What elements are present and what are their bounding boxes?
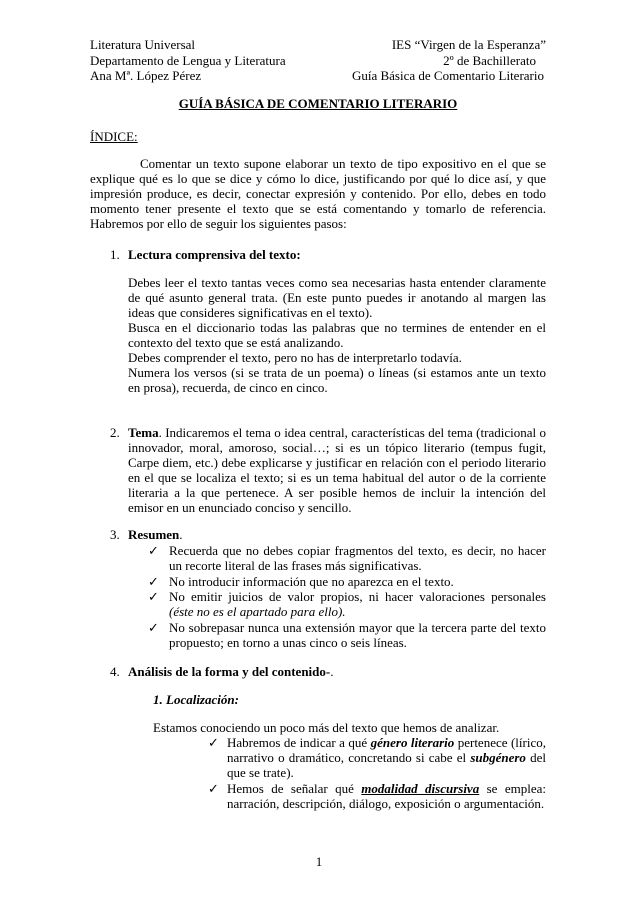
section-2-text: . Indicaremos el tema o idea central, características del tema (tradicional o innovador, moral, amoroso, social…; si es un tópico literario (tempus fugit, Carpe diem, etc.) debe explicarse y justificar en relación con el periodo literario en el que se localiza el texto; si es un tema habitual del autor o de la corriente literaria a la que pertenece. A ser posible hemos de incluir la intención del emisor en un enunciado conciso y sencillo. <box>128 425 546 515</box>
checkmark-icon: ✓ <box>148 589 159 604</box>
summary-item-text: No emitir juicios de valor propios, ni hacer valoraciones personales <box>169 589 546 604</box>
section-3-heading-dot: . <box>179 527 183 542</box>
section-2-body <box>128 425 546 515</box>
section-1-heading <box>128 247 546 262</box>
section-4-heading-text: Análisis de la forma y del contenido- <box>128 664 331 679</box>
term-subgenero: subgénero <box>470 750 526 765</box>
section-1-paragraph: Busca en el diccionario todas las palabras que no termines de entender en el contexto del texto que se está analizando. <box>128 320 546 350</box>
summary-item-text: No introducir información que no aparezca en el texto. <box>169 574 454 589</box>
section-1-heading-text: Lectura comprensiva del texto: <box>128 247 301 262</box>
section-1-body <box>128 275 546 395</box>
term-modalidad-discursiva: modalidad discursiva <box>361 781 480 796</box>
checkmark-icon: ✓ <box>208 735 219 750</box>
text-run: del que se trate). <box>227 750 547 780</box>
page-number: 1 <box>315 854 323 869</box>
summary-item <box>148 574 546 589</box>
section-1-paragraph: Debes leer el texto tantas veces como sea necesarias hasta entender claramente de qué asunto general trata. (En este punto puedes ir anotando al margen las ideas que consideres significativas en el texto). <box>128 275 546 320</box>
page-title: GUÍA BÁSICA DE COMENTARIO LITERARIO <box>178 96 458 111</box>
header-author: Ana Mª. López Pérez <box>90 68 202 83</box>
page-header <box>90 37 546 84</box>
localization-item <box>208 735 546 780</box>
summary-item <box>148 589 546 619</box>
header-department: Departamento de Lengua y Literatura <box>90 52 286 68</box>
index-label: ÍNDICE: <box>90 129 138 144</box>
localization-item <box>208 781 546 811</box>
summary-item-note: (éste no es el apartado para ello). <box>169 604 346 619</box>
section-2-heading: Tema <box>128 425 159 440</box>
summary-item-body <box>169 589 546 619</box>
header-doc-title: Guía Básica de Comentario Literario <box>351 68 544 83</box>
section-4-heading <box>128 664 546 679</box>
text-run: Hemos de señalar qué <box>227 781 362 796</box>
checkmark-icon: ✓ <box>148 543 159 558</box>
header-course: 2º de Bachillerato <box>443 52 536 68</box>
section-1-paragraph: Debes comprender el texto, pero no has de interpretarlo todavía. <box>128 350 462 365</box>
text-run: Habremos de indicar a qué <box>227 735 371 750</box>
section-3-heading <box>128 527 546 542</box>
summary-item <box>148 620 546 650</box>
subsection-heading-text: 1. Localización: <box>153 692 239 707</box>
text-run: se emplea: narración, descripción, diálogo, exposición o argumentación. <box>227 781 546 811</box>
subsection-heading <box>153 692 546 707</box>
section-3-number: 3. <box>110 527 120 542</box>
term-genero-literario: género literario <box>370 735 455 750</box>
checkmark-icon: ✓ <box>208 781 219 796</box>
section-1-number: 1. <box>110 247 120 262</box>
section-4-heading-dot: . <box>330 664 334 679</box>
localization-item-text <box>227 781 546 811</box>
text-run: pertenece (lírico, narrativo o dramático, concretando si cabe el <box>227 735 546 765</box>
checkmark-icon: ✓ <box>148 574 159 589</box>
section-1-paragraph: Numera los versos (si se trata de un poema) o líneas (si estamos ante un texto en prosa), recuerda, de cinco en cinco. <box>128 365 546 395</box>
section-2-number: 2. <box>110 425 120 440</box>
summary-item-text: No sobrepasar nunca una extensión mayor que la tercera parte del texto propuesto; en torno a unas cinco o seis líneas. <box>169 620 546 650</box>
subsection-intro: Estamos conociendo un poco más del texto que hemos de analizar. <box>153 720 500 735</box>
section-4-number: 4. <box>110 664 120 679</box>
summary-item <box>148 543 546 573</box>
header-subject: Literatura Universal <box>90 37 196 52</box>
checkmark-icon: ✓ <box>148 620 159 635</box>
header-school: IES “Virgen de la Esperanza” <box>391 37 546 52</box>
summary-item-text: Recuerda que no debes copiar fragmentos del texto, es decir, no hacer un recorte literal de las frases más significativas. <box>169 543 546 573</box>
localization-item-text <box>227 735 546 780</box>
section-3-heading-text: Resumen <box>128 527 180 542</box>
intro-paragraph: Comentar un texto supone elaborar un texto de tipo expositivo en el que se explique qué es lo que se dice y cómo lo dice, justificando por qué lo dice así, y que impresión produce, es decir, conectar expresión y contenido. Por ello, debes en todo momento tener presente el texto que se está comentando y tomarlo de referencia. Habremos por ello de seguir los siguientes pasos: <box>90 156 546 231</box>
